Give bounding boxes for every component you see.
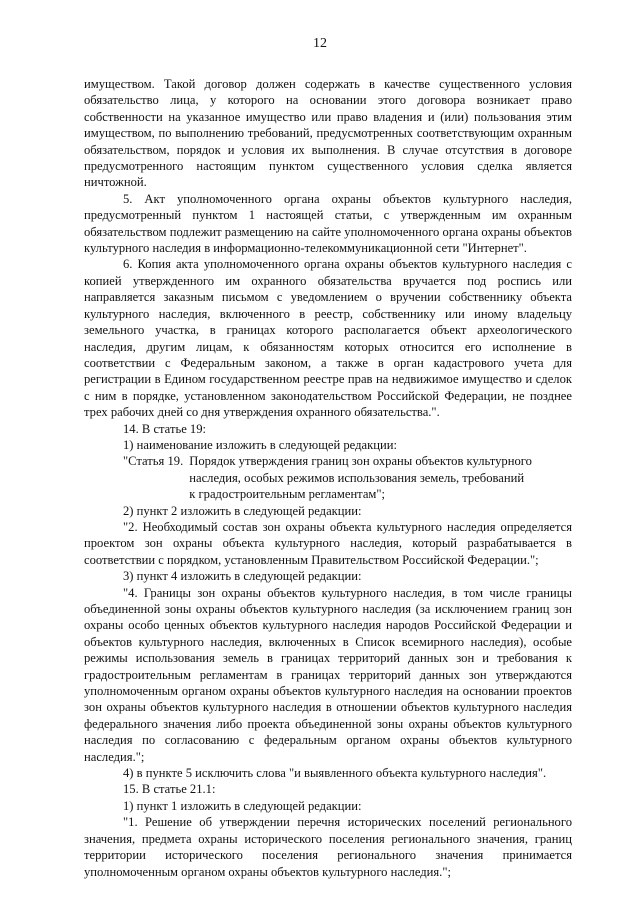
subitem-3: 3) пункт 4 изложить в следующей редакции:	[123, 569, 362, 584]
document-body	[84, 76, 572, 880]
page-number: 12	[313, 36, 327, 51]
paragraph-item-5: 5. Акт уполномоченного органа охраны объектов культурного наследия, предусмотренный пунктом 1 настоящей статьи, с утвержденным им охранным обязательством подлежит размещению на сайте уполномоченного органа охраны объектов культурного наследия в информационно-телекоммуникационной сети "Интернет".	[84, 191, 572, 256]
article-19-title-line: Порядок утверждения границ зон охраны объектов культурного	[189, 454, 532, 469]
article-19-title-line: к градостроительным регламентам";	[189, 487, 386, 502]
paragraph-item-6: 6. Копия акта уполномоченного органа охраны объектов культурного наследия с копией утвержденного им охранного обязательства вручается под роспись или направляется заказным письмом с уведомлением о вручении собственнику объекта культурного наследия, включенного в реестр, собственнику или иному владельцу земельного участка, в границах которого располагается объект археологического наследия, другим лицам, к обязанностям которых относится его исполнение в соответствии с Федеральным законом, а также в орган кадастрового учета для регистрации в Едином государственном реестре прав на недвижимое имущество и сделок с ним в порядке, установленном законодательством Российской Федерации, не позднее трех рабочих дней со дня утверждения охранного обязательства.".	[84, 257, 572, 420]
paragraph-continuation: имуществом. Такой договор должен содержать в качестве существенного условия обязательство лица, у которого на основании этого договора возникает право собственности на указанное имущество или право владения и (или) пользования этим имуществом, по выполнению требований, предусмотренных соответствующим охранным обязательством, порядок и условия их выполнения. В случае отсутствия в договоре предусмотренного настоящим пунктом существенного условия сделка является ничтожной.	[84, 77, 572, 190]
paragraph-point-4: "4. Границы зон охраны объектов культурного наследия, в том числе границы объединенной зоны охраны объектов культурного наследия (за исключением границ зон охраны особо ценных объектов культурного наследия народов Российской Федерации и объектов культурного наследия, включенных в Список всемирного наследия), особые режимы использования земель в границах территорий данных зон и требования к градостроительным регламентам в границах территорий данных зон утверждаются уполномоченным органом охраны объектов культурного наследия на основании проектов зон охраны объектов культурного наследия в отношении объектов культурного наследия федерального значения либо проекта объединенной зоны охраны объектов культурного наследия по согласованию с федеральным органом охраны объектов культурного наследия.";	[84, 585, 572, 764]
article-19-title	[183, 453, 572, 502]
paragraph-point-1: "1. Решение об утверждении перечня исторических поселений регионального значения, предмета охраны исторического поселения регионального значения, границ территории исторического поселения регионального значения принимается уполномоченным органом охраны объектов культурного наследия.";	[84, 815, 572, 879]
article-19-label: "Статья 19.	[123, 454, 184, 469]
article-19-heading	[84, 453, 572, 502]
article-19-title-line: наследия, особых режимов использования земель, требований	[189, 470, 525, 485]
article-amendment-15: 15. В статье 21.1:	[123, 782, 216, 797]
subitem-1: 1) наименование изложить в следующей редакции:	[123, 437, 397, 452]
subitem-1-article-21-1: 1) пункт 1 изложить в следующей редакции:	[123, 798, 362, 813]
paragraph-point-2: "2. Необходимый состав зон охраны объекта культурного наследия определяется проектом зон охраны объекта культурного наследия, который разрабатывается в соответствии с порядком, установленным Правительством Российской Федерации.";	[84, 519, 572, 567]
subitem-2: 2) пункт 2 изложить в следующей редакции:	[123, 503, 362, 518]
article-amendment-14: 14. В статье 19:	[123, 421, 207, 436]
subitem-4: 4) в пункте 5 исключить слова "и выявленного объекта культурного наследия".	[123, 766, 547, 781]
